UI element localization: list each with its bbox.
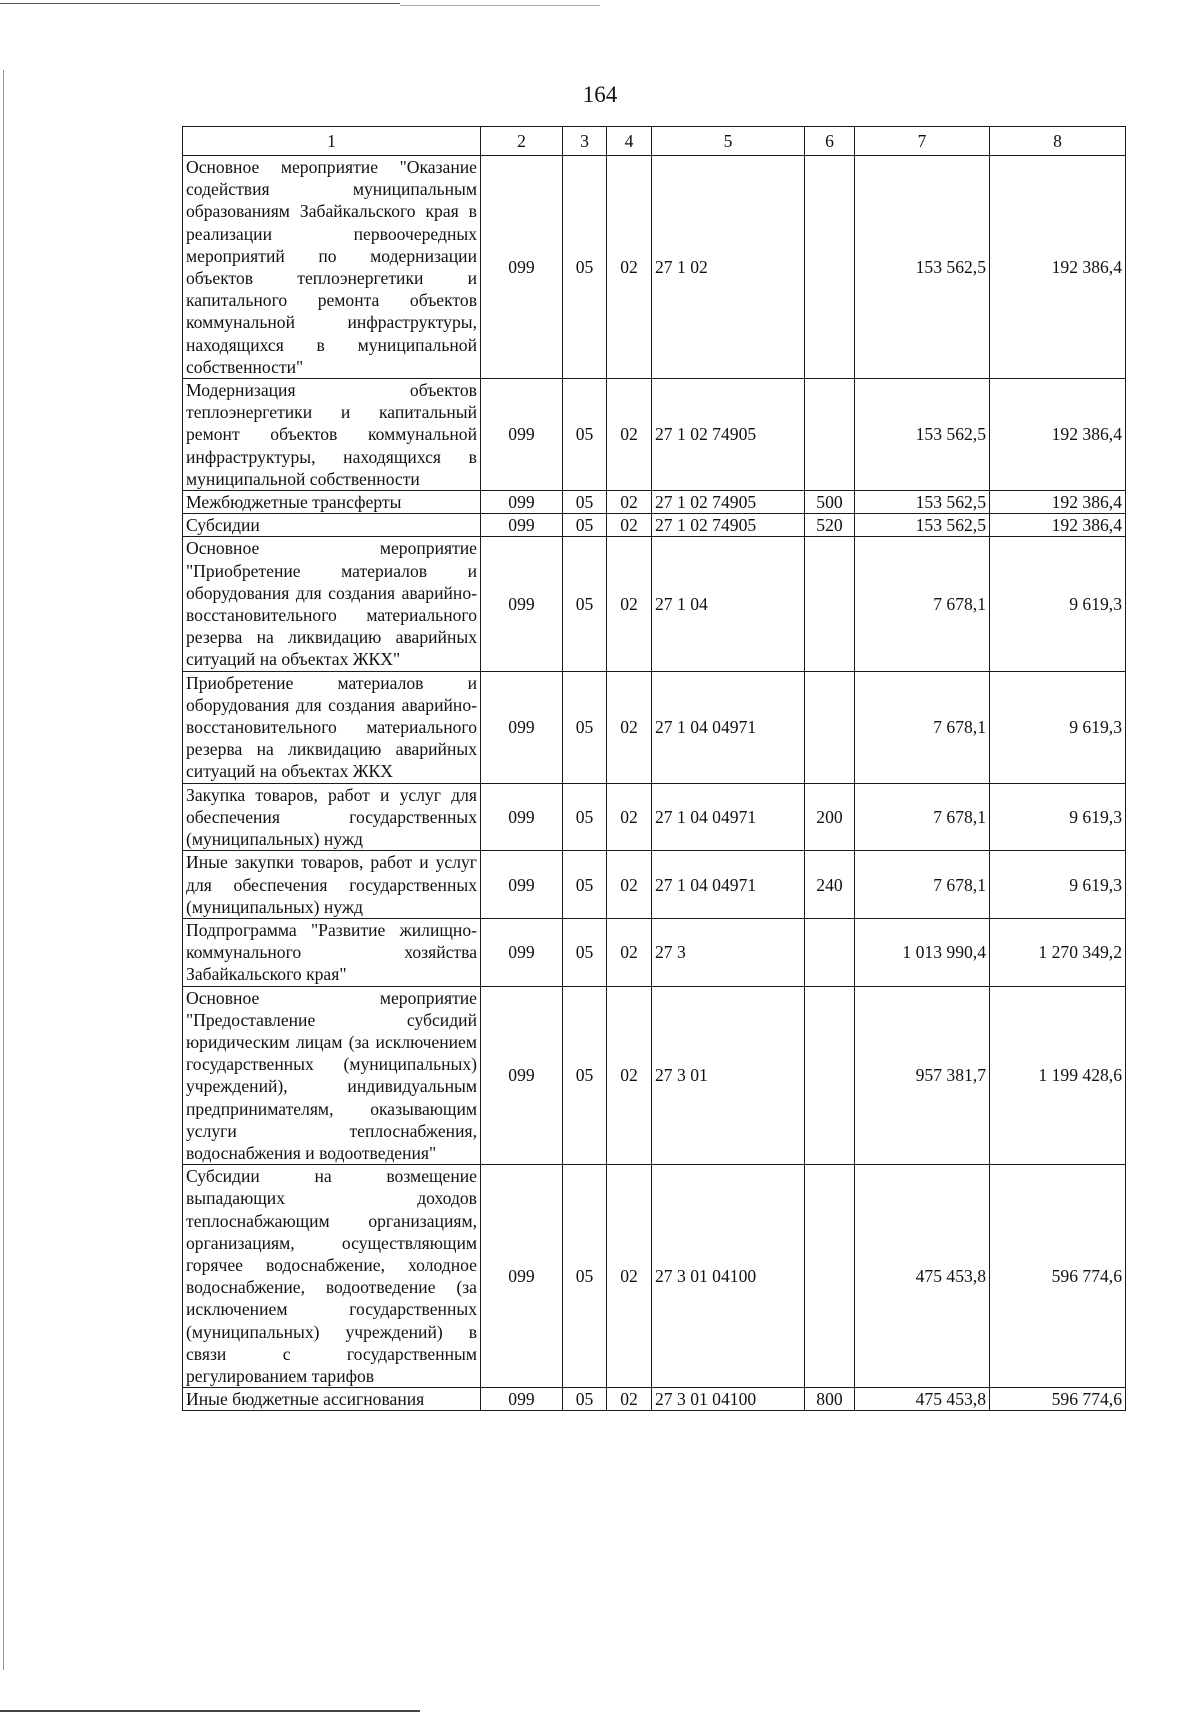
cell-expense-type: 500	[805, 491, 855, 514]
table-row	[183, 783, 1126, 851]
column-header: 5	[652, 127, 805, 156]
cell-amount-col7: 153 562,5	[855, 491, 990, 514]
cell-subsection-code: 02	[607, 156, 652, 379]
row-name: Иные бюджетные ассигнования	[183, 1388, 481, 1411]
cell-amount-col8: 192 386,4	[990, 156, 1126, 379]
row-name: Модернизация объектов теплоэнергетики и капитальный ремонт объектов коммунальной инфраструктуры, находящихся в муниципальной собственности	[183, 379, 481, 491]
cell-section-code: 05	[563, 491, 607, 514]
cell-ministry-code: 099	[481, 986, 563, 1165]
cell-amount-col8: 192 386,4	[990, 491, 1126, 514]
cell-expense-type: 240	[805, 851, 855, 919]
cell-amount-col8: 596 774,6	[990, 1388, 1126, 1411]
table-row	[183, 671, 1126, 783]
row-name: Иные закупки товаров, работ и услуг для обеспечения государственных (муниципальных) нужд	[183, 851, 481, 919]
cell-amount-col8: 9 619,3	[990, 671, 1126, 783]
scan-artifact-top	[0, 3, 400, 4]
budget-table	[182, 126, 1126, 1411]
cell-expense-type	[805, 918, 855, 986]
row-name: Субсидии на возмещение выпадающих доходов теплоснабжающим организациям, организациям, осуществляющим горячее водоснабжение, холодное водоснабжение, водоотведение (за исключением государственных (муниципальных) учреждений) в связи с государственным регулированием тарифов	[183, 1165, 481, 1388]
cell-amount-col7: 153 562,5	[855, 379, 990, 491]
cell-target-article: 27 1 04 04971	[652, 671, 805, 783]
cell-ministry-code: 099	[481, 851, 563, 919]
column-header: 8	[990, 127, 1126, 156]
cell-ministry-code: 099	[481, 1165, 563, 1388]
cell-subsection-code: 02	[607, 851, 652, 919]
cell-amount-col8: 192 386,4	[990, 514, 1126, 537]
row-name: Межбюджетные трансферты	[183, 491, 481, 514]
cell-amount-col8: 192 386,4	[990, 379, 1126, 491]
cell-subsection-code: 02	[607, 986, 652, 1165]
cell-subsection-code: 02	[607, 537, 652, 671]
cell-amount-col7: 475 453,8	[855, 1388, 990, 1411]
cell-amount-col7: 957 381,7	[855, 986, 990, 1165]
cell-amount-col8: 596 774,6	[990, 1165, 1126, 1388]
cell-target-article: 27 3 01	[652, 986, 805, 1165]
cell-ministry-code: 099	[481, 491, 563, 514]
cell-target-article: 27 1 04 04971	[652, 783, 805, 851]
header-row	[183, 127, 1126, 156]
column-header: 1	[183, 127, 481, 156]
cell-amount-col8: 9 619,3	[990, 851, 1126, 919]
cell-section-code: 05	[563, 671, 607, 783]
table-row	[183, 986, 1126, 1165]
cell-section-code: 05	[563, 918, 607, 986]
cell-target-article: 27 1 02 74905	[652, 491, 805, 514]
cell-target-article: 27 1 02 74905	[652, 514, 805, 537]
column-header: 4	[607, 127, 652, 156]
cell-target-article: 27 1 04 04971	[652, 851, 805, 919]
cell-amount-col7: 7 678,1	[855, 537, 990, 671]
cell-ministry-code: 099	[481, 671, 563, 783]
cell-subsection-code: 02	[607, 671, 652, 783]
cell-section-code: 05	[563, 851, 607, 919]
cell-amount-col7: 7 678,1	[855, 671, 990, 783]
row-name: Основное мероприятие "Оказание содействия муниципальным образованиям Забайкальского края в реализации первоочередных мероприятий по модернизации объектов теплоэнергетики и капитального ремонта объектов коммунальной инфраструктуры, находящихся в муниципальной собственности"	[183, 156, 481, 379]
cell-subsection-code: 02	[607, 491, 652, 514]
cell-expense-type	[805, 671, 855, 783]
cell-expense-type	[805, 537, 855, 671]
row-name: Приобретение материалов и оборудования для создания аварийно-восстановительного материального резерва на ликвидацию аварийных ситуаций на объектах ЖКХ	[183, 671, 481, 783]
table-row	[183, 514, 1126, 537]
table-row	[183, 851, 1126, 919]
row-name: Закупка товаров, работ и услуг для обеспечения государственных (муниципальных) нужд	[183, 783, 481, 851]
cell-amount-col7: 1 013 990,4	[855, 918, 990, 986]
page-number: 164	[582, 82, 618, 107]
cell-subsection-code: 02	[607, 514, 652, 537]
table-row	[183, 918, 1126, 986]
scan-artifact-bottom	[0, 1710, 420, 1712]
cell-amount-col7: 7 678,1	[855, 783, 990, 851]
cell-subsection-code: 02	[607, 783, 652, 851]
table-row	[183, 1388, 1126, 1411]
cell-expense-type	[805, 1165, 855, 1388]
table-row	[183, 156, 1126, 379]
cell-section-code: 05	[563, 514, 607, 537]
cell-subsection-code: 02	[607, 379, 652, 491]
cell-amount-col8: 1 199 428,6	[990, 986, 1126, 1165]
cell-amount-col7: 153 562,5	[855, 156, 990, 379]
column-header: 3	[563, 127, 607, 156]
cell-section-code: 05	[563, 1165, 607, 1388]
column-header: 2	[481, 127, 563, 156]
cell-ministry-code: 099	[481, 379, 563, 491]
cell-expense-type	[805, 379, 855, 491]
column-header: 6	[805, 127, 855, 156]
cell-subsection-code: 02	[607, 1388, 652, 1411]
cell-expense-type: 520	[805, 514, 855, 537]
cell-section-code: 05	[563, 1388, 607, 1411]
cell-target-article: 27 3 01 04100	[652, 1388, 805, 1411]
cell-target-article: 27 1 02 74905	[652, 379, 805, 491]
cell-subsection-code: 02	[607, 918, 652, 986]
column-header: 7	[855, 127, 990, 156]
cell-section-code: 05	[563, 537, 607, 671]
cell-target-article: 27 1 02	[652, 156, 805, 379]
cell-section-code: 05	[563, 986, 607, 1165]
row-name: Субсидии	[183, 514, 481, 537]
cell-ministry-code: 099	[481, 918, 563, 986]
table-row	[183, 491, 1126, 514]
cell-ministry-code: 099	[481, 156, 563, 379]
cell-section-code: 05	[563, 379, 607, 491]
cell-expense-type: 800	[805, 1388, 855, 1411]
table-row	[183, 537, 1126, 671]
cell-expense-type: 200	[805, 783, 855, 851]
cell-ministry-code: 099	[481, 783, 563, 851]
cell-section-code: 05	[563, 156, 607, 379]
table-row	[183, 1165, 1126, 1388]
cell-target-article: 27 1 04	[652, 537, 805, 671]
cell-section-code: 05	[563, 783, 607, 851]
cell-expense-type	[805, 986, 855, 1165]
cell-amount-col7: 153 562,5	[855, 514, 990, 537]
cell-ministry-code: 099	[481, 537, 563, 671]
cell-amount-col8: 9 619,3	[990, 783, 1126, 851]
cell-target-article: 27 3 01 04100	[652, 1165, 805, 1388]
cell-ministry-code: 099	[481, 514, 563, 537]
table-body	[183, 156, 1126, 1411]
cell-amount-col8: 9 619,3	[990, 537, 1126, 671]
row-name: Подпрограмма "Развитие жилищно-коммунального хозяйства Забайкальского края"	[183, 918, 481, 986]
row-name: Основное мероприятие "Предоставление субсидий юридическим лицам (за исключением государственных (муниципальных) учреждений), индивидуальным предпринимателям, оказывающим услуги теплоснабжения, водоснабжения и водоотведения"	[183, 986, 481, 1165]
cell-amount-col7: 7 678,1	[855, 851, 990, 919]
scan-artifact-top-2	[400, 5, 600, 6]
row-name: Основное мероприятие "Приобретение материалов и оборудования для создания аварийно-восстановительного материального резерва на ликвидацию аварийных ситуаций на объектах ЖКХ"	[183, 537, 481, 671]
scan-artifact-left	[3, 70, 4, 1670]
cell-expense-type	[805, 156, 855, 379]
cell-amount-col8: 1 270 349,2	[990, 918, 1126, 986]
cell-target-article: 27 3	[652, 918, 805, 986]
cell-ministry-code: 099	[481, 1388, 563, 1411]
cell-amount-col7: 475 453,8	[855, 1165, 990, 1388]
table-row	[183, 379, 1126, 491]
cell-subsection-code: 02	[607, 1165, 652, 1388]
